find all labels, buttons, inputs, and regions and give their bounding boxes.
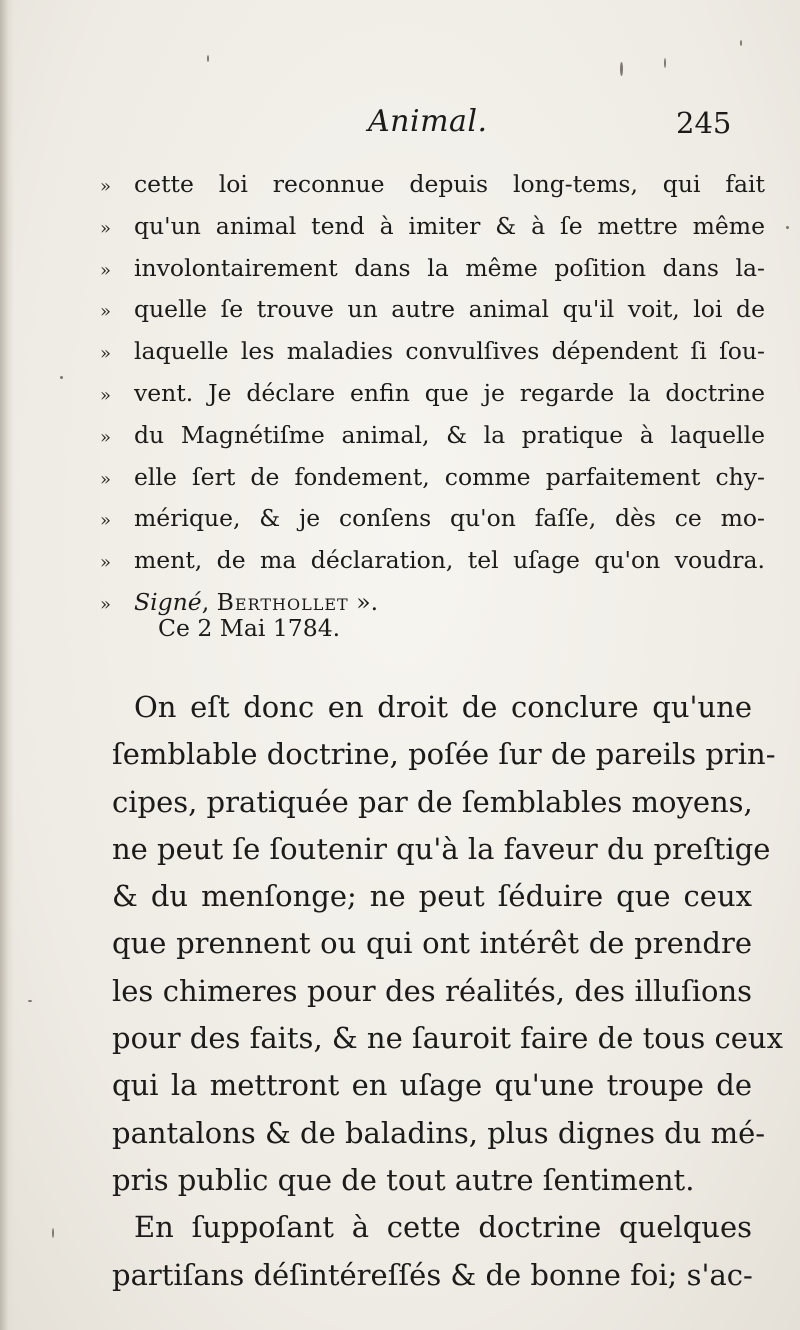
signatory-name: Berthollet	[216, 587, 349, 616]
paragraph-line: que prennent ou qui ont intérêt de prendre	[112, 926, 752, 961]
quote-mark: »	[100, 552, 112, 574]
quote-mark: »	[100, 468, 112, 490]
quote-mark: »	[100, 301, 112, 323]
quote-mark: »	[100, 384, 112, 406]
quote-line: » cette loi reconnue depuis long-tems, qui fait	[100, 164, 765, 206]
paragraph-line: On eſt donc en droit de conclure qu'une	[134, 690, 752, 724]
page-header	[0, 102, 800, 146]
paragraph-line: pantalons & de baladins, plus dignes du mé-	[112, 1115, 766, 1150]
declaration-date: Ce 2 Mai 1784.	[158, 614, 341, 642]
closing-quote: ».	[356, 587, 379, 616]
quote-line: » laquelle les maladies convulſives dépendent ſi ſou-	[100, 331, 765, 373]
quoted-declaration	[100, 164, 765, 624]
quote-line: » involontairement dans la même poſition dans la-	[100, 248, 765, 290]
signed-label: Signé	[134, 587, 202, 616]
quote-mark: »	[100, 176, 112, 197]
quote-mark: »	[100, 593, 112, 615]
signature-line: » Signé, Berthollet ».	[100, 582, 765, 624]
quote-mark: »	[100, 217, 112, 239]
quote-mark: »	[100, 426, 112, 448]
paragraph-line: & du menſonge; ne peut ſéduire que ceux	[112, 879, 752, 914]
quote-line: » ment, de ma déclaration, tel uſage qu'on voudra.	[100, 540, 765, 582]
quote-line: » quelle ſe trouve un autre animal qu'il voit, loi de	[100, 289, 765, 331]
quote-mark: »	[100, 510, 112, 532]
page-number: 245	[676, 106, 732, 140]
paragraph-line: pris public que de tout autre ſentiment.	[112, 1162, 695, 1197]
paragraph-line: ſemblable doctrine, poſée ſur de pareils prin-	[112, 737, 776, 772]
quote-line: » mérique, & je conſens qu'on faſſe, dès ce mo-	[100, 498, 765, 540]
main-text	[112, 684, 783, 1299]
paragraph-line: pour des faits, & ne ſauroit faire de tous ceux	[112, 1021, 783, 1056]
paragraph-line: En ſuppoſant à cette doctrine quelques	[134, 1210, 752, 1245]
paragraph-line: partiſans déſintéreſſés & de bonne foi; s'ac-	[112, 1257, 753, 1292]
paragraph-line: les chimeres pour des réalités, des illuſions	[112, 973, 752, 1008]
paragraph-line: cipes, pratiquée par de ſemblables moyens,	[112, 784, 753, 819]
quote-line: » qu'un animal tend à imiter & à ſe mettre même	[100, 206, 765, 248]
running-head: Animal.	[368, 104, 488, 139]
quote-mark: »	[100, 343, 112, 365]
paragraph-line: qui la mettront en uſage qu'une troupe de	[112, 1068, 752, 1103]
quote-line: » elle ſert de fondement, comme parfaitement chy-	[100, 457, 765, 499]
page-gutter-shadow	[0, 0, 14, 1330]
quote-line: » vent. Je déclare enfin que je regarde la doctrine	[100, 373, 765, 415]
paragraph-line: ne peut ſe ſoutenir qu'à la faveur du preſtige	[112, 831, 771, 866]
quote-mark: »	[100, 259, 112, 281]
quote-line: » du Magnétiſme animal, & la pratique à laquelle	[100, 415, 765, 457]
